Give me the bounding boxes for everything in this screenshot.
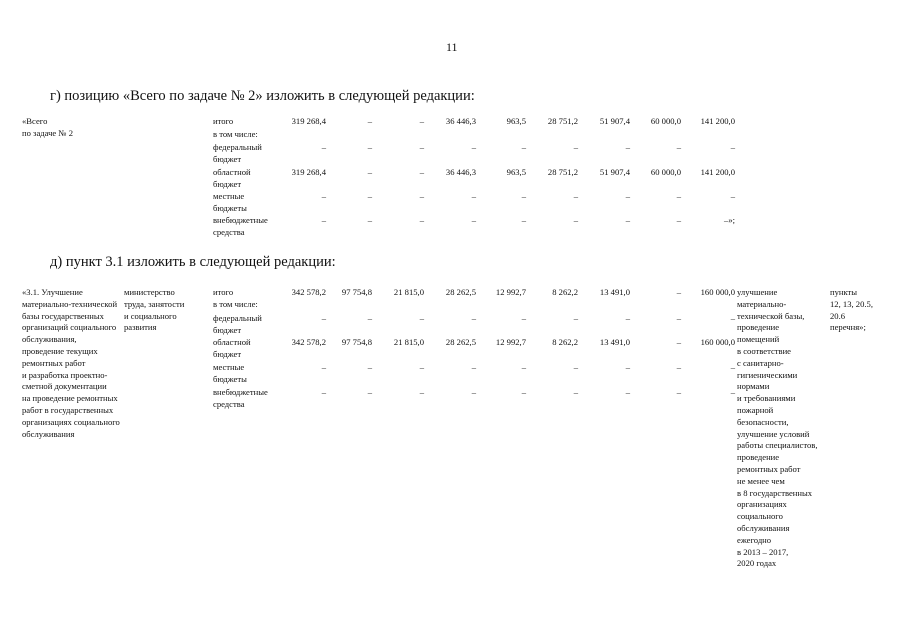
table-cell: 12 992,7 — [495, 337, 526, 347]
table-cell: – — [676, 362, 681, 372]
section-d-measure: «3.1. Улучшение материально-технической базы государственных организаций социального обслуживания, проведение текущих ремонтных работ и разработка проектно- сметной документации на проведение ремонтных работ в государственных организациях социального обслуживания — [22, 287, 120, 439]
table-cell: – — [471, 142, 476, 152]
table-cell: – — [367, 387, 372, 397]
table-cell: – — [471, 313, 476, 323]
row-label: областной бюджет — [213, 167, 251, 189]
table-cell: – — [367, 313, 372, 323]
row-label: внебюджетные средства — [213, 387, 268, 409]
table-cell: – — [419, 167, 424, 177]
table-cell: 160 000,0 — [700, 337, 735, 347]
row-label: в том числе: — [213, 129, 258, 139]
table-cell: – — [471, 362, 476, 372]
table-cell: 8 262,2 — [552, 287, 578, 297]
table-cell: – — [625, 191, 630, 201]
row-label: местные бюджеты — [213, 191, 247, 213]
table-cell: – — [367, 116, 372, 126]
section-d-executor: министерство труда, занятости и социального развития — [124, 287, 185, 333]
section-d-reference: пункты 12, 13, 20.5, 20.6 перечня»; — [830, 287, 873, 333]
table-cell: – — [367, 215, 372, 225]
table-cell: – — [676, 287, 681, 297]
table-cell: – — [321, 362, 326, 372]
table-cell: 141 200,0 — [700, 116, 735, 126]
table-cell: – — [573, 313, 578, 323]
row-label: областной бюджет — [213, 337, 251, 359]
row-label: внебюджетные средства — [213, 215, 268, 237]
table-cell: – — [367, 191, 372, 201]
table-cell: – — [521, 362, 526, 372]
row-label: федеральный бюджет — [213, 142, 262, 164]
table-cell: – — [625, 215, 630, 225]
table-cell: – — [419, 142, 424, 152]
table-cell: – — [676, 313, 681, 323]
table-cell: – — [676, 215, 681, 225]
table-cell: – — [730, 387, 735, 397]
table-cell: – — [573, 362, 578, 372]
section-g-heading: г) позицию «Всего по задаче № 2» изложить в следующей редакции: — [50, 88, 475, 104]
table-cell: – — [573, 142, 578, 152]
table-cell: – — [321, 215, 326, 225]
table-cell: 342 578,2 — [291, 337, 326, 347]
row-label: местные бюджеты — [213, 362, 247, 384]
table-cell: – — [730, 313, 735, 323]
table-cell: – — [321, 387, 326, 397]
table-cell: 160 000,0 — [700, 287, 735, 297]
page-number: 11 — [446, 40, 458, 54]
table-cell: 60 000,0 — [650, 116, 681, 126]
table-cell: 28 262,5 — [445, 287, 476, 297]
table-cell: – — [521, 142, 526, 152]
table-cell: 28 751,2 — [547, 167, 578, 177]
table-cell: – — [625, 313, 630, 323]
table-cell: 51 907,4 — [599, 167, 630, 177]
table-cell: 12 992,7 — [495, 287, 526, 297]
table-cell: 51 907,4 — [599, 116, 630, 126]
table-cell: 319 268,4 — [291, 116, 326, 126]
table-cell: – — [625, 142, 630, 152]
table-cell: 963,5 — [506, 116, 526, 126]
table-cell: – — [321, 313, 326, 323]
section-d-heading: д) пункт 3.1 изложить в следующей редакции: — [50, 254, 336, 270]
table-cell: – — [321, 191, 326, 201]
table-cell: – — [573, 191, 578, 201]
table-cell: – — [625, 387, 630, 397]
table-cell: – — [676, 337, 681, 347]
table-cell: –»; — [724, 215, 735, 225]
table-cell: – — [573, 215, 578, 225]
table-cell: 28 262,5 — [445, 337, 476, 347]
table-cell: – — [321, 142, 326, 152]
table-cell: – — [471, 387, 476, 397]
table-cell: – — [419, 116, 424, 126]
table-cell: 21 815,0 — [393, 287, 424, 297]
section-g-label: «Всего по задаче № 2 — [22, 116, 74, 138]
row-label: федеральный бюджет — [213, 313, 262, 335]
table-cell: – — [730, 362, 735, 372]
table-cell: – — [573, 387, 578, 397]
table-cell: – — [419, 191, 424, 201]
table-cell: – — [625, 362, 630, 372]
table-cell: 28 751,2 — [547, 116, 578, 126]
table-cell: – — [521, 215, 526, 225]
table-cell: 13 491,0 — [599, 337, 630, 347]
table-cell: – — [521, 387, 526, 397]
row-label: итого — [213, 287, 234, 297]
table-cell: 97 754,8 — [341, 287, 372, 297]
table-cell: 342 578,2 — [291, 287, 326, 297]
table-cell: 319 268,4 — [291, 167, 326, 177]
table-cell: – — [730, 191, 735, 201]
row-label: итого — [213, 116, 234, 126]
table-cell: 36 446,3 — [445, 167, 476, 177]
table-cell: 97 754,8 — [341, 337, 372, 347]
table-cell: – — [471, 191, 476, 201]
table-cell: 13 491,0 — [599, 287, 630, 297]
table-cell: 36 446,3 — [445, 116, 476, 126]
table-cell: – — [676, 387, 681, 397]
table-cell: – — [419, 313, 424, 323]
table-cell: 963,5 — [506, 167, 526, 177]
table-cell: 21 815,0 — [393, 337, 424, 347]
table-cell: – — [676, 191, 681, 201]
table-cell: – — [676, 142, 681, 152]
table-cell: 141 200,0 — [700, 167, 735, 177]
table-cell: 8 262,2 — [552, 337, 578, 347]
table-cell: – — [521, 191, 526, 201]
table-cell: – — [419, 362, 424, 372]
table-cell: – — [419, 215, 424, 225]
row-label: в том числе: — [213, 299, 258, 309]
table-cell: – — [367, 362, 372, 372]
table-cell: – — [730, 142, 735, 152]
table-cell: – — [367, 167, 372, 177]
section-d-result: улучшение материально- технической базы, проведение помещений в соответствие с санитарно- гигиеническими нормами и требованиями пожарной безопасности, улучшение условий работы специалистов, проведение ремонтных работ не менее чем в 8 государственных организациях социального обслуживания ежегодно в 2013 – 2017, 2020 годах — [737, 287, 818, 569]
table-cell: – — [521, 313, 526, 323]
table-cell: 60 000,0 — [650, 167, 681, 177]
table-cell: – — [419, 387, 424, 397]
table-cell: – — [367, 142, 372, 152]
table-cell: – — [471, 215, 476, 225]
